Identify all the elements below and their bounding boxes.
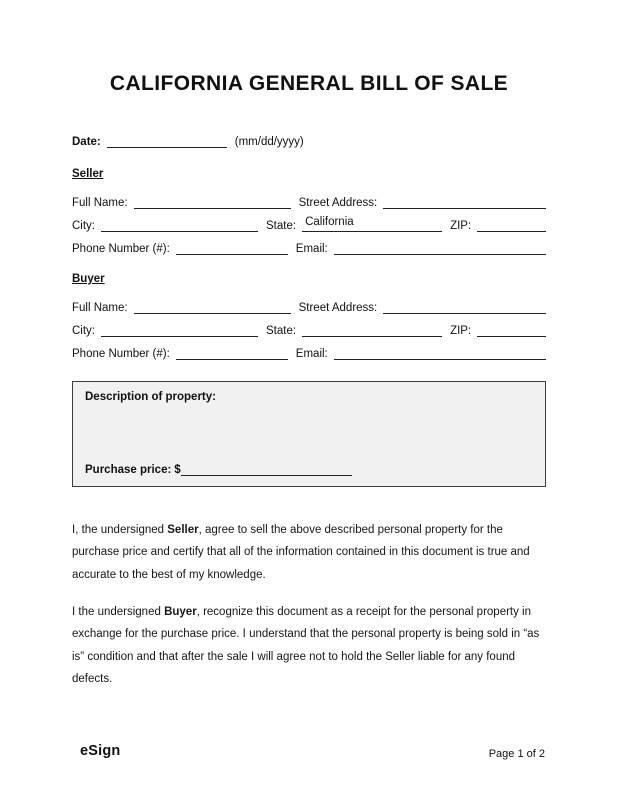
seller-clause-post: , agree to sell the above described personal property for the purchase price and certify that all of the information contained in this document is true and accurate to the best of my knowledge. <box>72 524 530 581</box>
date-row <box>72 132 546 148</box>
seller-full-name-field[interactable] <box>134 193 291 209</box>
seller-agreement-paragraph <box>72 519 546 586</box>
seller-heading: Seller <box>72 168 104 180</box>
seller-state-field[interactable]: California <box>302 216 442 232</box>
esign-logo: eSign <box>80 743 121 759</box>
buyer-street-address-label: Street Address: <box>298 302 378 314</box>
seller-phone-label: Phone Number (#): <box>72 243 170 255</box>
buyer-clause-bold: Buyer <box>164 606 197 618</box>
seller-row-phone-email <box>72 238 546 255</box>
property-description-box <box>72 381 546 487</box>
seller-full-name-label: Full Name: <box>72 197 128 209</box>
buyer-full-name-field[interactable] <box>134 298 291 314</box>
seller-email-label: Email: <box>295 243 328 255</box>
seller-street-address-field[interactable] <box>383 193 546 209</box>
buyer-agreement-paragraph <box>72 601 546 691</box>
seller-zip-label: ZIP: <box>450 220 472 232</box>
buyer-clause-post: , recognize this document as a receipt for the personal property in exchange for the purchase price. I understand that the personal property is being sold in “as is” condition and that after the sale I will agree not to hold the Seller liable for any found defects. <box>72 606 540 686</box>
seller-clause-bold: Seller <box>167 524 199 536</box>
seller-clause-pre: I, the undersigned <box>72 524 168 536</box>
page-number: Page 1 of 2 <box>488 748 545 760</box>
seller-phone-field[interactable] <box>176 239 288 255</box>
seller-city-label: City: <box>72 220 95 232</box>
property-description-label: Description of property: <box>85 391 216 403</box>
purchase-price-field[interactable] <box>181 460 352 476</box>
buyer-email-field[interactable] <box>334 344 546 360</box>
buyer-email-label: Email: <box>295 348 328 360</box>
seller-section <box>72 168 546 261</box>
buyer-row-phone-email <box>72 343 546 360</box>
seller-email-field[interactable] <box>334 239 546 255</box>
buyer-row-name-address <box>72 297 546 314</box>
property-description-field[interactable] <box>85 403 533 459</box>
buyer-phone-label: Phone Number (#): <box>72 348 170 360</box>
buyer-city-label: City: <box>72 325 95 337</box>
buyer-clause-pre: I the undersigned <box>72 606 165 618</box>
buyer-phone-field[interactable] <box>176 344 288 360</box>
currency-symbol: $ <box>174 464 181 476</box>
buyer-state-field[interactable] <box>302 321 442 337</box>
seller-street-address-label: Street Address: <box>298 197 378 209</box>
buyer-section <box>72 273 546 366</box>
buyer-city-field[interactable] <box>101 321 258 337</box>
buyer-zip-field[interactable] <box>477 321 546 337</box>
buyer-heading: Buyer <box>72 273 105 285</box>
date-format-hint: (mm/dd/yyyy) <box>234 136 304 148</box>
buyer-street-address-field[interactable] <box>383 298 546 314</box>
purchase-price-row <box>85 459 533 476</box>
buyer-row-city-state-zip <box>72 320 546 337</box>
seller-city-field[interactable] <box>101 216 258 232</box>
date-label: Date: <box>72 136 101 148</box>
seller-state-label: State: <box>266 220 297 232</box>
purchase-price-label: Purchase price: <box>85 464 172 476</box>
buyer-full-name-label: Full Name: <box>72 302 128 314</box>
buyer-state-label: State: <box>266 325 297 337</box>
page-title: CALIFORNIA GENERAL BILL OF SALE <box>109 72 509 95</box>
seller-row-name-address <box>72 192 546 209</box>
buyer-zip-label: ZIP: <box>450 325 472 337</box>
seller-zip-field[interactable] <box>477 216 546 232</box>
date-field[interactable] <box>107 132 227 148</box>
seller-row-city-state-zip <box>72 215 546 232</box>
